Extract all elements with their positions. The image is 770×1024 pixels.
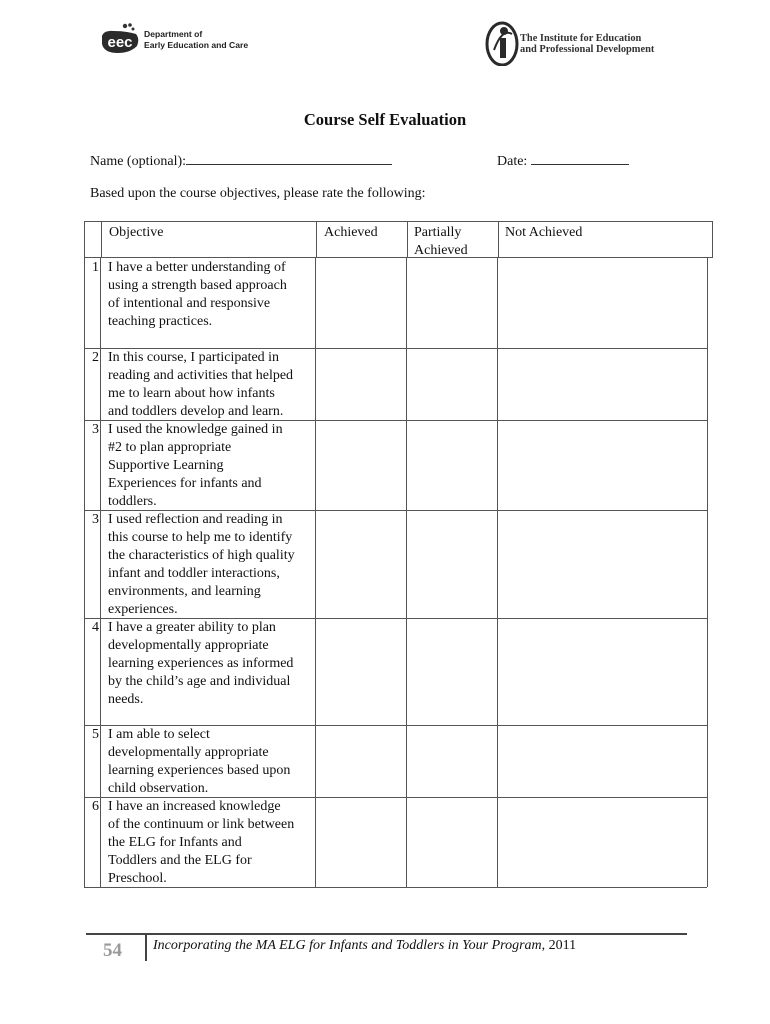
- objective-line: toddlers.: [108, 494, 157, 509]
- objective-line: environments, and learning: [108, 584, 261, 599]
- objective-text: [108, 511, 318, 619]
- grid-line: [100, 257, 101, 887]
- institute-name: [520, 33, 654, 55]
- objective-line: Supportive Learning: [108, 458, 224, 473]
- row-number: 3: [92, 422, 99, 437]
- objective-line: me to learn about how infants: [108, 386, 275, 401]
- header-partially-achieved: [414, 222, 468, 257]
- eec-org-name: [144, 29, 248, 51]
- header-divider: [101, 222, 102, 257]
- objective-line: In this course, I participated in: [108, 350, 280, 365]
- name-blank[interactable]: [186, 151, 392, 165]
- objective-line: I am able to select: [108, 727, 210, 742]
- footer-text: [153, 938, 576, 954]
- objective-line: #2 to plan appropriate: [108, 440, 232, 455]
- institute-line2: and Professional Development: [520, 44, 655, 55]
- objective-line: needs.: [108, 692, 144, 707]
- footer-rule: [86, 933, 687, 935]
- row-number: 3: [92, 512, 99, 527]
- institute-line1: The Institute for Education: [520, 33, 642, 44]
- objective-line: using a strength based approach: [108, 278, 287, 293]
- objective-line: child observation.: [108, 781, 209, 796]
- objective-text: [108, 619, 318, 709]
- objective-line: Experiences for infants and: [108, 476, 262, 491]
- date-label: Date:: [497, 154, 528, 169]
- name-label: Name (optional):: [90, 154, 187, 169]
- footer-year: , 2011: [541, 938, 577, 953]
- objective-line: I have a greater ability to plan: [108, 620, 276, 635]
- objective-text: [108, 421, 318, 511]
- objective-line: reading and activities that helped: [108, 368, 294, 383]
- objective-line: developmentally appropriate: [108, 638, 269, 653]
- date-field[interactable]: [497, 151, 629, 170]
- date-blank[interactable]: [531, 151, 629, 165]
- row-number: 5: [92, 727, 99, 742]
- eec-org-line1: Department of: [144, 29, 203, 39]
- footer-publication-title: Incorporating the MA ELG for Infants and Toddlers in Your Program: [153, 938, 542, 953]
- eec-logo-mark: [100, 22, 140, 56]
- table-header-row: [84, 221, 713, 258]
- row-number: 2: [92, 350, 99, 365]
- grid-line: [497, 257, 498, 887]
- row-number: 4: [92, 620, 99, 635]
- header-achieved: Achieved: [324, 225, 378, 240]
- objective-line: Toddlers and the ELG for: [108, 853, 252, 868]
- objective-line: Preschool.: [108, 871, 167, 886]
- footer-separator: [145, 935, 147, 961]
- row-number: 1: [92, 260, 99, 275]
- grid-line: [406, 257, 407, 887]
- header-partially-line2: Achieved: [414, 243, 468, 258]
- objective-line: this course to help me to identify: [108, 530, 293, 545]
- eec-org-line2: Early Education and Care: [144, 40, 249, 50]
- objective-line: and toddlers develop and learn.: [108, 404, 284, 419]
- objective-line: of the continuum or link between: [108, 817, 295, 832]
- objective-line: teaching practices.: [108, 314, 213, 329]
- page-title: Course Self Evaluation: [303, 110, 467, 129]
- objective-text: [108, 349, 318, 421]
- objective-text: [108, 798, 318, 888]
- institute-logo-mark: [484, 20, 520, 66]
- objective-line: learning experiences as informed: [108, 656, 294, 671]
- objective-line: of intentional and responsive: [108, 296, 271, 311]
- header-objective: Objective: [109, 225, 164, 240]
- eec-logo: [100, 22, 270, 62]
- header-partially-line1: Partially: [414, 225, 462, 240]
- objective-line: the characteristics of high quality: [108, 548, 295, 563]
- objective-line: learning experiences based upon: [108, 763, 291, 778]
- objective-line: the ELG for Infants and: [108, 835, 242, 850]
- name-field[interactable]: [90, 151, 392, 170]
- grid-line: [84, 257, 85, 887]
- header-not-achieved: Not Achieved: [505, 225, 583, 240]
- objective-line: by the child’s age and individual: [108, 674, 291, 689]
- objective-line: experiences.: [108, 602, 178, 617]
- objective-text: [108, 726, 318, 798]
- grid-line: [707, 257, 708, 887]
- row-number: 6: [92, 799, 99, 814]
- header-divider: [316, 222, 317, 257]
- objective-line: I used the knowledge gained in: [108, 422, 283, 437]
- header-divider: [498, 222, 499, 257]
- objective-line: I have a better understanding of: [108, 260, 286, 275]
- objective-line: I used reflection and reading in: [108, 512, 283, 527]
- page-number: 54: [103, 940, 122, 961]
- header-divider: [407, 222, 408, 257]
- objective-text: [108, 259, 318, 331]
- objective-line: infant and toddler interactions,: [108, 566, 280, 581]
- objective-line: developmentally appropriate: [108, 745, 269, 760]
- eec-logo-lettering: eec: [107, 34, 133, 51]
- institute-logo: [484, 20, 664, 68]
- objective-line: I have an increased knowledge: [108, 799, 281, 814]
- instruction-text: Based upon the course objectives, please rate the following:: [90, 186, 426, 201]
